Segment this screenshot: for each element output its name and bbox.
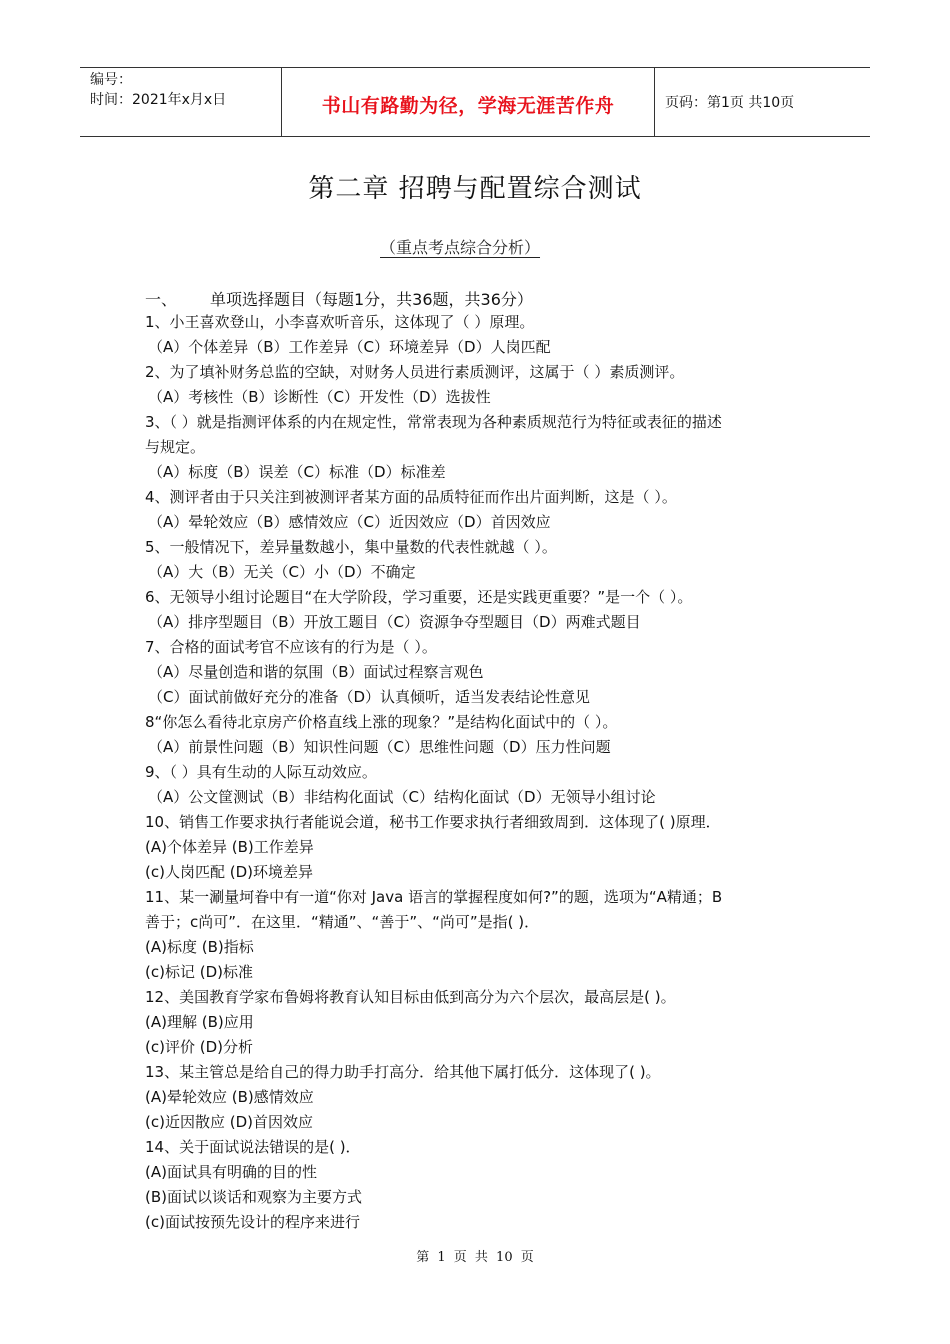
question-line: 6、无领导小组讨论题目“在大学阶段，学习重要，还是实践更重要？”是一个（ ）。 bbox=[145, 588, 693, 606]
option-line: (A)个体差异 (B)工作差异 bbox=[145, 838, 314, 856]
option-line: （C）面试前做好充分的准备（D）认真倾听，适当发表结论性意见 bbox=[148, 688, 591, 706]
page-footer: 第 1 页 共 10 页 bbox=[416, 1250, 534, 1265]
option-line: （A）排序型题目（B）开放工题目（C）资源争夺型题目（D）两难式题目 bbox=[148, 613, 641, 631]
question-line: 与规定。 bbox=[145, 438, 206, 456]
question-line: 11、某一涮量坷眷中有一道“你对 Java 语言的掌握程度如何?”的题，选项为“A精通；B bbox=[145, 888, 723, 906]
header-page-info bbox=[655, 68, 870, 136]
question-line: 13、某主管总是给自己的得力助手打高分．给其他下属打低分．这体现了( )。 bbox=[145, 1063, 661, 1081]
section-number: 一、 bbox=[145, 290, 178, 309]
option-line: (c)标记 (D)标准 bbox=[145, 963, 253, 981]
option-line: (c)评价 (D)分析 bbox=[145, 1038, 253, 1056]
question-line: 9、（ ）具有生动的人际互动效应。 bbox=[145, 763, 377, 781]
option-line: （A）尽量创造和谐的氛围（B）面试过程察言观色 bbox=[148, 663, 484, 681]
option-line: （A）前景性问题（B）知识性问题（C）思维性问题（D）压力性问题 bbox=[148, 738, 611, 756]
option-line: (A)面试具有明确的目的性 bbox=[145, 1163, 317, 1181]
question-line: 2、为了填补财务总监的空缺，对财务人员进行素质测评，这属于（ ）素质测评。 bbox=[145, 363, 685, 381]
page-info-text: 页码：第1页 共10页 bbox=[665, 95, 795, 111]
option-line: （A）晕轮效应（B）感情效应（C）近因效应（D）首因效应 bbox=[148, 513, 551, 531]
document-subtitle: （重点考点综合分析） bbox=[380, 238, 541, 257]
option-line: (A)晕轮效应 (B)感情效应 bbox=[145, 1088, 314, 1106]
document-title: 第二章 招聘与配置综合测试 bbox=[308, 174, 642, 204]
question-line: 8“你怎么看待北京房产价格直线上涨的现象？”是结构化面试中的（ ）。 bbox=[145, 713, 618, 731]
document-date: 时间：2021年x月x日 bbox=[90, 92, 227, 108]
section-title: 单项选择题目（每题1分，共36题，共36分） bbox=[210, 290, 533, 309]
option-line: (c)人岗匹配 (D)环境差异 bbox=[145, 863, 313, 881]
option-line: （A）公文筐测试（B）非结构化面试（C）结构化面试（D）无领导小组讨论 bbox=[148, 788, 656, 806]
question-line: 12、美国教育学家布鲁姆将教育认知目标由低到高分为六个层次，最高层是( )。 bbox=[145, 988, 676, 1006]
section-heading bbox=[145, 287, 533, 310]
header-motto: 书山有路勤为径，学海无涯苦作舟 bbox=[321, 94, 615, 117]
header-meta bbox=[80, 68, 282, 136]
page-header bbox=[80, 67, 870, 137]
header-motto-cell bbox=[282, 68, 655, 136]
question-line: 14、关于面试说法错误的是( )． bbox=[145, 1138, 361, 1156]
option-line: （A）考核性（B）诊断性（C）开发性（D）选拔性 bbox=[148, 388, 491, 406]
question-line: 3、（ ）就是指测评体系的内在规定性，常常表现为各种素质规范行为特征或表征的描述 bbox=[145, 413, 722, 431]
document-number-label: 编号： bbox=[90, 72, 132, 88]
question-line: 善于；c尚可”．在这里．“精通”、“善于”、“尚可”是指( )． bbox=[145, 913, 540, 931]
option-line: （A）个体差异（B）工作差异（C）环境差异（D）人岗匹配 bbox=[148, 338, 551, 356]
question-list bbox=[145, 310, 815, 1235]
option-line: (B)面试以谈话和观察为主要方式 bbox=[145, 1188, 362, 1206]
option-line: （A）大（B）无关（C）小（D）不确定 bbox=[148, 563, 416, 581]
option-line: （A）标度（B）误差（C）标准（D）标准差 bbox=[148, 463, 446, 481]
option-line: (c)面试按预先设计的程序来进行 bbox=[145, 1213, 360, 1231]
option-line: (c)近因散应 (D)首因效应 bbox=[145, 1113, 313, 1131]
option-line: (A)标度 (B)指标 bbox=[145, 938, 254, 956]
question-line: 7、合格的面试考官不应该有的行为是（ ）。 bbox=[145, 638, 437, 656]
question-line: 1、小王喜欢登山，小李喜欢听音乐，这体现了（ ）原理。 bbox=[145, 313, 535, 331]
question-line: 5、一般情况下，差异量数越小，集中量数的代表性就越（ ）。 bbox=[145, 538, 557, 556]
question-line: 4、测评者由于只关注到被测评者某方面的品质特征而作出片面判断，这是（ ）。 bbox=[145, 488, 677, 506]
question-line: 10、销售工作要求执行者能说会道，秘书工作要求执行者细致周到．这体现了( )原理． bbox=[145, 813, 721, 831]
option-line: (A)理解 (B)应用 bbox=[145, 1013, 254, 1031]
